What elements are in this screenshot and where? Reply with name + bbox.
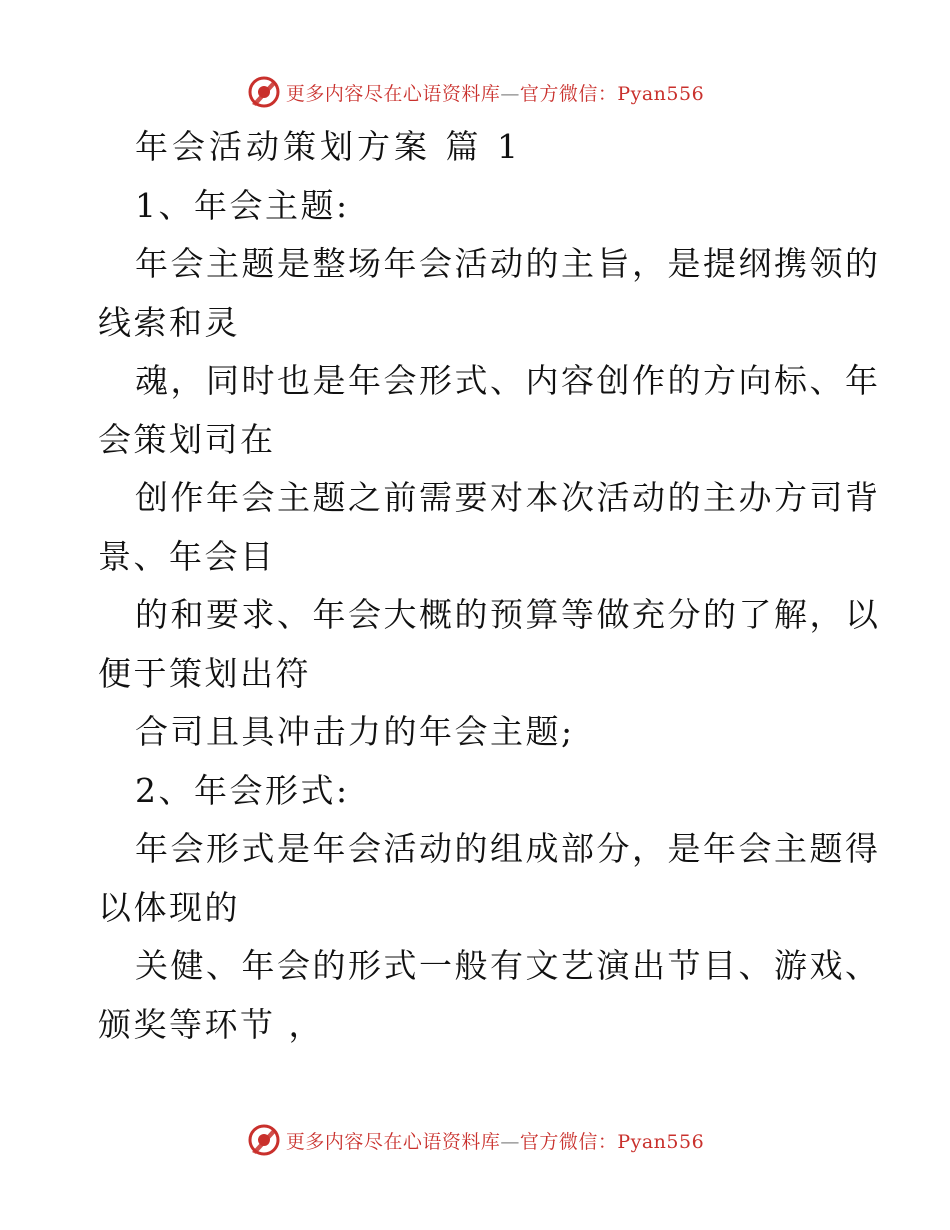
document-title: 年会活动策划方案 篇 1 — [135, 127, 522, 166]
section-heading: 2、年会形式: — [135, 770, 350, 810]
paragraph-line: 线索和灵 — [98, 302, 240, 342]
paragraph-line: 创作年会主题之前需要对本次活动的主办方司背 — [135, 478, 881, 517]
watermark-contact: 官方微信：Pyan556 — [519, 1130, 705, 1153]
watermark-contact: 官方微信：Pyan556 — [519, 82, 705, 105]
watermark-text: 更多内容尽在心语资料库—官方微信：Pyan556 — [285, 1130, 705, 1153]
paragraph-line: 年会形式是年会活动的组成部分，是年会主题得 — [135, 829, 881, 868]
paragraph-line: 景、年会目 — [98, 536, 276, 576]
watermark-text: 更多内容尽在心语资料库—官方微信：Pyan556 — [285, 82, 705, 105]
paragraph-line: 便于策划出符 — [98, 653, 311, 693]
paragraph-line: 关健、年会的形式一般有文艺演出节目、游戏、 — [135, 946, 881, 985]
section-heading: 1、年会主题: — [135, 185, 350, 225]
paragraph-line: 以体现的 — [98, 887, 240, 927]
paragraph-line: 魂，同时也是年会形式、内容创作的方向标、年 — [135, 361, 881, 400]
paragraph-line: 会策划司在 — [98, 419, 276, 459]
footer-watermark — [0, 1120, 950, 1160]
paragraph-line: 的和要求、年会大概的预算等做充分的了解，以 — [135, 595, 881, 634]
pen-logo-icon — [246, 1122, 282, 1158]
paragraph-line: 合司且具冲击力的年会主题; — [135, 712, 575, 751]
paragraph-line: 年会主题是整场年会活动的主旨，是提纲携领的 — [135, 244, 881, 283]
header-watermark — [0, 72, 950, 112]
document-body — [98, 118, 881, 1054]
pen-logo-icon — [246, 74, 282, 110]
paragraph-line: 颁奖等环节 ， — [98, 1004, 324, 1044]
